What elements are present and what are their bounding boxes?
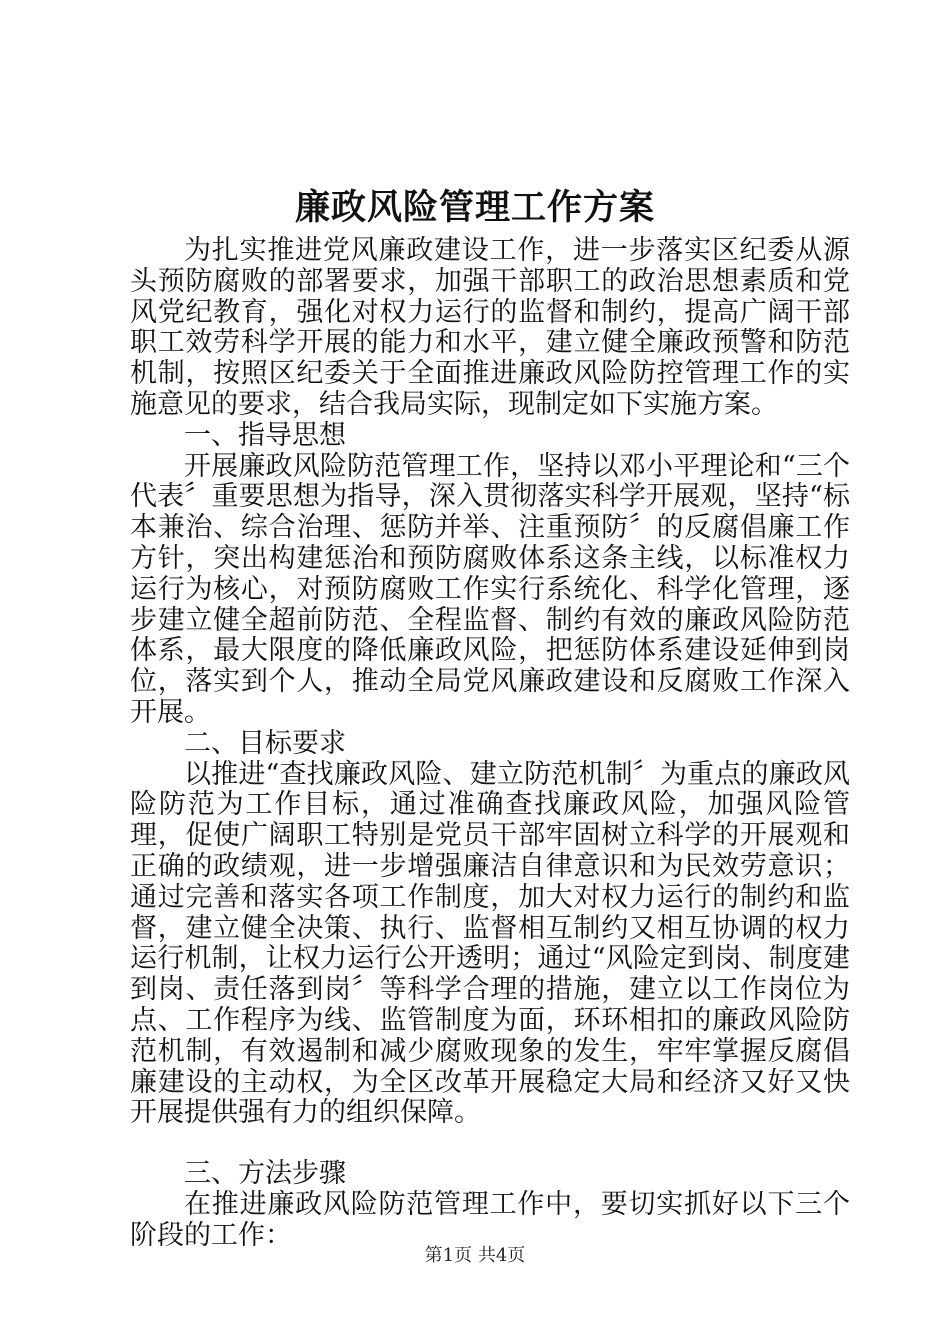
page-number: 第1页 共4页 <box>424 1245 526 1266</box>
intro-paragraph: 为扎实推进党风廉政建设工作，进一步落实区纪委从源头预防腐败的部署要求，加强干部职工的政治思想素质和党风党纪教育，强化对权力运行的监督和制约，提高广阔干部职工效劳科学开展的能力和水平，建立健全廉政预警和防范机制，按照区纪委关于全面推进廉政风险防控管理工作的实施意见的要求，结合我局实际，现制定如下实施方案。 <box>130 235 850 420</box>
section-heading-methods: 三、方法步骤 <box>184 1158 346 1190</box>
methods-paragraph: 在推进廉政风险防范管理工作中，要切实抓好以下三个阶段的工作： <box>130 1188 850 1251</box>
section-heading-guiding-thought: 一、指导思想 <box>184 419 346 451</box>
objectives-paragraph: 以推进“查找廉政风险、建立防范机制〞为重点的廉政风险防范为工作目标，通过准确查找廉政风险，加强风险管理，促使广阔职工特别是党员干部牢固树立科学的开展观和正确的政绩观，进一步增强廉洁自律意识和为民效劳意识；通过完善和落实各项工作制度，加大对权力运行的制约和监督，建立健全决策、执行、监督相互制约又相互协调的权力运行机制，让权力运行公开透明；通过“风险定到岗、制度建到岗、责任落到岗〞等科学合理的措施，建立以工作岗位为点、工作程序为线、监管制度为面，环环相扣的廉政风险防范机制，有效遏制和减少腐败现象的发生，牢牢掌握反腐倡廉建设的主动权，为全区改革开展稳定大局和经济又好又快开展提供强有力的组织保障。 <box>130 758 850 1129</box>
document-title: 廉政风险管理工作方案 <box>294 187 655 228</box>
guiding-thought-paragraph: 开展廉政风险防范管理工作，坚持以邓小平理论和“三个代表〞重要思想为指导，深入贯彻落实科学开展观，坚持“标本兼治、综合治理、惩防并举、注重预防〞的反腐倡廉工作方针，突出构建惩治和预防腐败体系这条主线，以标准权力运行为核心，对预防腐败工作实行系统化、科学化管理，逐步建立健全超前防范、全程监督、制约有效的廉政风险防范体系，最大限度的降低廉政风险，把惩防体系建设延伸到岗位，落实到个人，推动全局党风廉政建设和反腐败工作深入开展。 <box>130 450 850 728</box>
section-heading-objectives: 二、目标要求 <box>184 727 346 759</box>
document-body <box>130 236 850 1252</box>
